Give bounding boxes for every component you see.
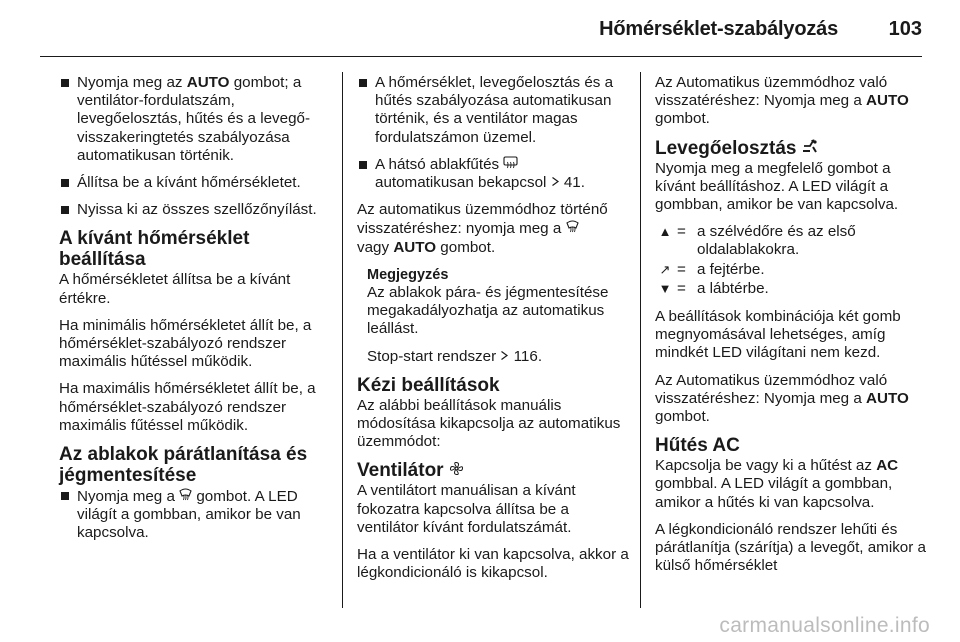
list-item: ▲ = a szélvédőre és az első oldalablakokra. — [658, 223, 856, 259]
paragraph: Az alábbi beállítások manuális módosítása kikapcsolja az automatikus üzemmódot: — [357, 396, 621, 451]
column-2 — [357, 74, 629, 591]
air-distribution-icon — [802, 139, 818, 156]
watermark: carmanualsonline.info — [719, 614, 930, 637]
list-item: Állítsa be a kívánt hőmérsékletet. — [59, 174, 331, 192]
paragraph: Ha maximális hőmérsékletet állít be, a hőmérséklet-szabályozó rendszer maximális fűtéssel működik. — [59, 380, 316, 434]
windshield-defrost-icon — [566, 219, 579, 235]
bullet-square-icon — [359, 161, 367, 169]
column-3 — [655, 74, 927, 584]
windshield-defrost-icon — [179, 487, 192, 503]
bullet-square-icon — [61, 79, 69, 87]
page-title: Hőmérséklet-szabályozás — [599, 18, 838, 40]
list-item: A hátsó ablakfűtés automatikusan bekapcsol 41. — [357, 156, 629, 192]
paragraph: Ha minimális hőmérsékletet állít be, a hőmérséklet-szabályozó rendszer maximális hűtéssel működik. — [59, 316, 312, 371]
list-item: Nyissa ki az összes szellőzőnyílást. — [59, 201, 331, 219]
note-block — [357, 266, 629, 366]
paragraph: Ha a ventilátor ki van kapcsolva, akkor a légkondicionáló is kikapcsol. — [357, 546, 629, 582]
list-item: Nyomja meg a gombot. A LED világít a gombban, amikor be van kapcsolva. — [59, 487, 331, 543]
section-heading-manual: Kézi beállítások — [357, 374, 500, 396]
paragraph: A légkondicionáló rendszer lehűti és párátlanítja (szárítja) a levegőt, amikor a külső hőmérséklet — [655, 520, 926, 575]
paragraph: A ventilátort manuálisan a kívánt fokozatra kapcsolva állítsa be a ventilátor kívánt fordulatszámát. — [357, 482, 576, 536]
fan-icon — [449, 461, 464, 478]
paragraph: Az automatikus üzemmódhoz történő visszatéréshez: nyomja meg a vagy AUTO gombot. — [357, 201, 608, 256]
bullet-square-icon — [61, 492, 69, 500]
paragraph: Kapcsolja be vagy ki a hűtést az AC gombbal. A LED világít a gombban, amikor a hűtés ki van kapcsolva. — [655, 457, 899, 511]
paragraph: A hőmérsékletet állítsa be a kívánt értékre. — [59, 271, 291, 307]
paragraph: Az Automatikus üzemmódhoz való visszatéréshez: Nyomja meg a AUTO gombot. — [655, 74, 909, 128]
section-heading-ac: Hűtés AC — [655, 435, 740, 457]
column-divider-1 — [342, 72, 343, 608]
page-reference-arrow-icon — [500, 349, 509, 363]
column-divider-2 — [640, 72, 641, 608]
bullet-square-icon — [61, 179, 69, 187]
header-divider — [40, 56, 922, 57]
list-item: ▼ = a lábtérbe. — [658, 279, 769, 297]
triangle-up-icon: ▲ — [658, 224, 672, 240]
rear-window-heat-icon — [503, 156, 518, 171]
list-item: Nyomja meg az AUTO gombot; a ventilátor-fordulatszám, levegőelosztás, hűtés és a levegő-visszakeringtetés szabályozása automatikusan történik. — [59, 74, 331, 165]
note-title: Megjegyzés — [367, 266, 449, 283]
air-distribution-legend — [655, 223, 927, 298]
head-airflow-icon: ↗ — [659, 261, 671, 277]
paragraph: Nyomja meg a megfelelő gombot a kívánt beállításhoz. A LED világít a gombban, amikor be van kapcsolva. — [655, 159, 899, 214]
page-reference-arrow-icon — [551, 175, 560, 189]
page-header — [0, 0, 960, 56]
list-item: A hőmérséklet, levegőelosztás és a hűtés szabályozása automatikusan történik, és a ventilátor magas fordulatszámon üzemel. — [357, 74, 629, 147]
section-heading-fan: Ventilátor — [357, 460, 629, 481]
paragraph: A beállítások kombinációja két gomb megnyomásával lehetséges, amíg mindkét LED világítani nem kezd. — [655, 308, 901, 362]
bullet-square-icon — [61, 206, 69, 214]
column-1 — [59, 74, 331, 552]
list-item: ↗ = a fejtérbe. — [655, 261, 927, 279]
note-reference: Stop-start rendszer 116. — [367, 347, 543, 365]
section-heading-air-distribution: Levegőelosztás — [655, 138, 927, 159]
bullet-square-icon — [359, 79, 367, 87]
section-heading-defrost: Az ablakok párátlanítása és jégmentesítése — [59, 444, 308, 487]
triangle-down-icon: ▼ — [658, 280, 672, 296]
page-number: 103 — [888, 18, 922, 40]
note-text: Az ablakok pára- és jégmentesítése megakadályozhatja az automatikus leállást. — [367, 284, 609, 338]
section-heading-temperature: A kívánt hőmérséklet beállítása — [59, 228, 250, 271]
paragraph: Az Automatikus üzemmódhoz való visszatéréshez: Nyomja meg a AUTO gombot. — [655, 371, 909, 426]
